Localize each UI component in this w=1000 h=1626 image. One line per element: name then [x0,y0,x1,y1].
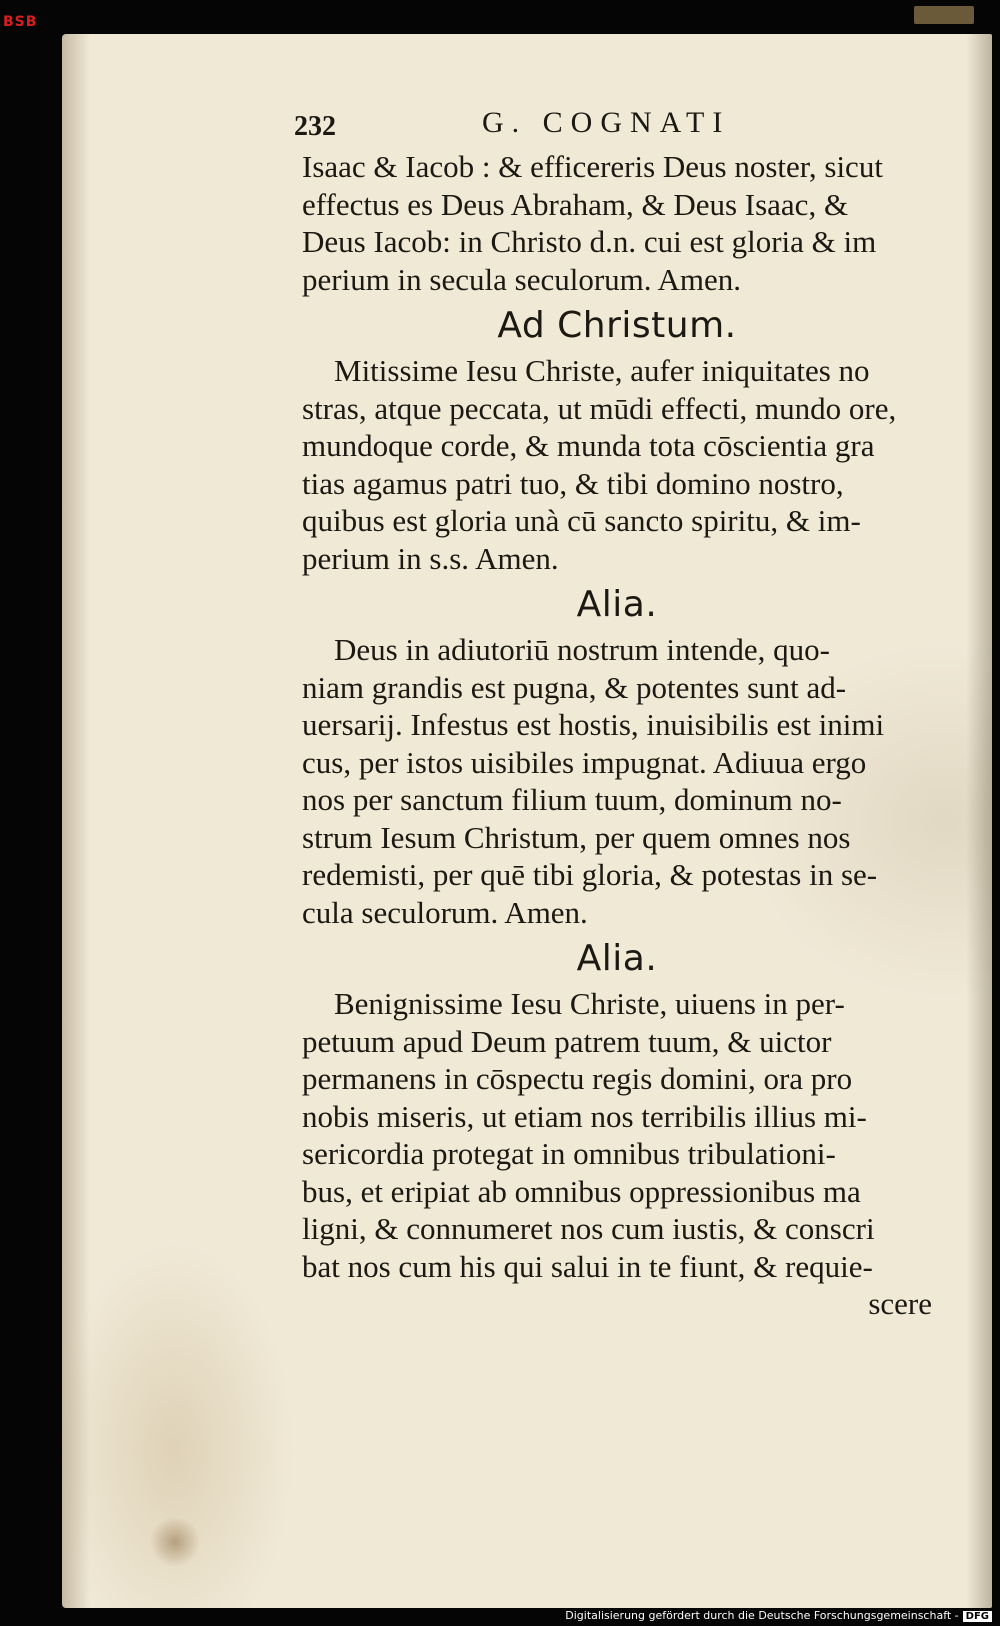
page-number: 232 [294,111,336,142]
text-line: stras, atque peccata, ut mūdi effecti, mundo ore, [302,390,897,426]
text-line: petuum apud Deum patrem tuum, & uictor [302,1023,832,1059]
credit-text: Digitalisierung gefördert durch die Deutsche Forschungsgemeinschaft - [565,1609,959,1622]
text-line: sericordia protegat in omnibus tribulationi- [302,1136,836,1171]
text-line: Deus Iacob: in Christo d.n. cui est gloria & im [302,224,877,259]
binding-corner [914,6,974,24]
text-line: quibus est gloria unà cū sancto spiritu, & im- [302,503,861,538]
text-line: Deus in adiutoriū nostrum intende, quo- [334,632,830,667]
text-line: permanens in cōspectu regis domini, ora pro [302,1061,853,1096]
prayer-section [302,583,932,931]
text-line: strum Iesum Christum, per quem omnes nos [302,819,851,855]
prayer-section [302,304,932,577]
dfg-logo: DFG [963,1611,992,1622]
text-line: Benignissime Iesu Christe, uiuens in per- [334,986,845,1021]
text-line: perium in secula seculorum. Amen. [302,261,742,297]
text-line: effectus es Deus Abraham, & Deus Isaac, & [302,186,849,222]
text-line: niam grandis est pugna, & potentes sunt ad- [302,669,847,705]
text-line: ligni, & connumeret nos cum iustis, & conscri [302,1211,875,1246]
page-edge-shadow [966,34,992,1608]
text-line: Isaac & Iacob : & efficereris Deus noster, sicut [302,149,883,184]
text-line: cula seculorum. Amen. [302,894,588,930]
prayer-section [302,937,932,1285]
text-line: uersarij. Infestus est hostis, inuisibilis est inimi [302,707,885,742]
text-line: cus, per istos uisibiles impugnat. Adiuua ergo [302,744,867,780]
section-heading: Alia. [576,938,658,979]
text-line: Mitissime Iesu Christe, aufer iniquitates no [334,353,870,388]
digitization-credit [565,1609,992,1622]
text-line: nos per sanctum filium tuum, dominum no- [302,782,842,817]
text-line: mundoque corde, & munda tota cōscientia gra [302,428,875,463]
page-text [294,100,932,1323]
running-head: G. COGNATI [482,106,731,139]
library-logo: BSB [3,14,38,30]
section-heading: Alia. [576,584,658,625]
text-line: perium in s.s. Amen. [302,540,559,576]
text-line: redemisti, per quē tibi gloria, & potestas in se- [302,857,878,892]
text-line: nobis miseris, ut etiam nos terribilis illius mi- [302,1098,867,1134]
paper-stain [148,1518,202,1566]
text-line: bat nos cum his qui salui in te fiunt, & requie- [302,1248,873,1284]
text-line: bus, et eripiat ab omnibus oppressionibus ma [302,1173,861,1209]
intro-paragraph [302,148,932,298]
catchword: scere [868,1286,932,1321]
text-line: tias agamus patri tuo, & tibi domino nostro, [302,465,844,501]
section-heading: Ad Christum. [497,305,737,346]
page-header [294,100,932,146]
